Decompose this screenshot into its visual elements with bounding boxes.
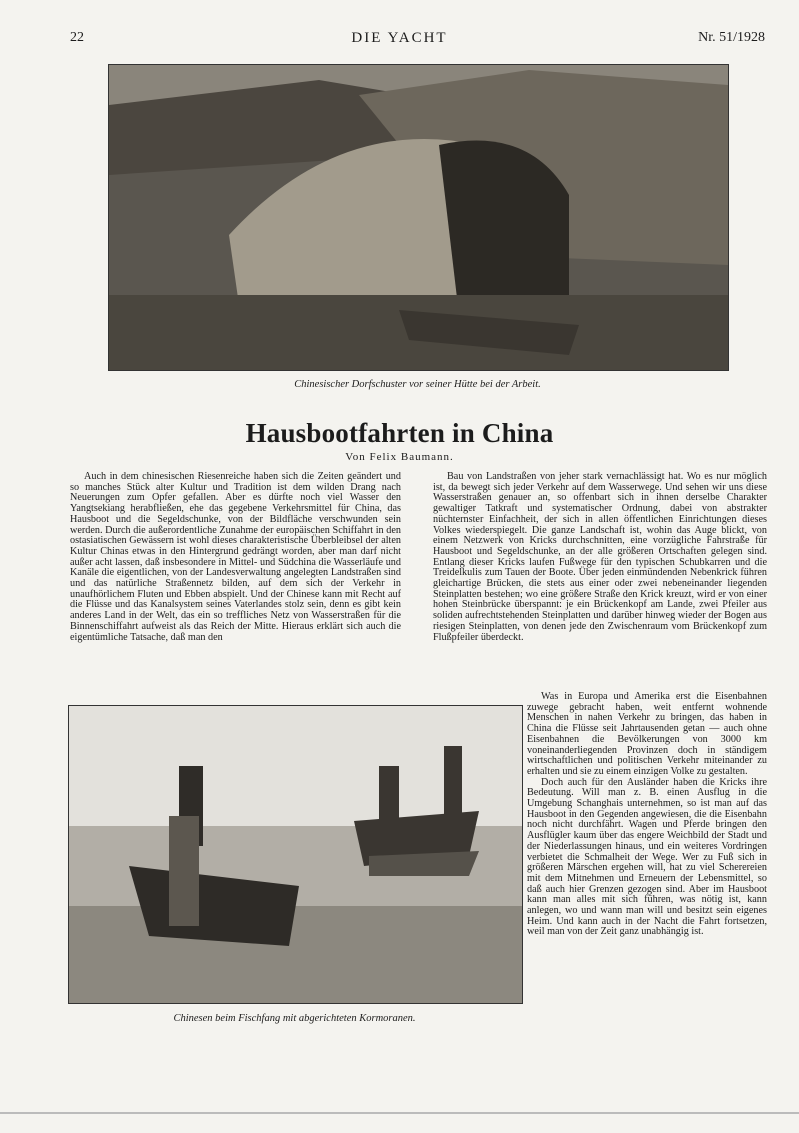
article-title: Hausbootfahrten in China bbox=[245, 418, 554, 448]
left-column-text bbox=[70, 472, 401, 643]
page-header bbox=[0, 30, 799, 50]
issue-number: Nr. 51/1928 bbox=[698, 30, 765, 45]
page-number: 22 bbox=[70, 30, 84, 45]
top-photo-caption: Chinesischer Dorfschuster vor seiner Hütte bei der Arbeit. bbox=[294, 379, 541, 390]
photo-cormorant-fishing bbox=[68, 705, 523, 1004]
right-column-upper bbox=[433, 472, 767, 643]
paragraph: Auch in dem chinesischen Riesenreiche haben sich die Zeiten geändert und so manches Stück alter Kultur und Tradition ist dem wilden Drang nach Neuerungen zum Opfer gefallen. Aber es dürfte noch viel Wasser den Yangtsekiang herabfließen, ehe das gegebene Verkehrsmittel für China, das Hausboot und die Segeldschunke, von der Bildfläche verschwunden sein werden. Durch die außerordentliche Zunahme der europäischen Schiffahrt in den ostasiatischen Gewässern ist wohl dieses charakteristische Überbleibsel der alten Kultur Chinas etwas in den Hintergrund gedrängt worden, aber man darf nicht außer acht lassen, daß insbesondere in Mittel- und Südchina die Wasserläufe und Kanäle die eigentlichen, von der Landesverwaltung angelegten Landstraßen sind und das natürliche Straßennetz bilden, auf dem sich der Verkehr in unaufhörlichem Fluten und Ebben abspielt. Und der Chinese kann mit Recht auf die Flüsse und das Kanalsystem seines Vaterlandes stolz sein, denn es gibt kein anderes Land in der Welt, das ein so treffliches Netz von Wasserstraßen für die Binnenschiffahrt aufweist als das Reich der Mitte. Hieraus erklärt sich auch die eigentümliche Tatsache, daß man den bbox=[70, 471, 401, 643]
journal-title: DIE YACHT bbox=[351, 30, 448, 46]
paragraph: Was in Europa und Amerika erst die Eisenbahnen zuwege gebracht haben, weit entfernt wohnende Menschen in nahen Verkehr zu bringen, das haben in China die Flüsse seit Jahrtausenden getan — auch ohne Eisenbahnen die Bevölkerungen von 3000 km voneinanderliegenden Provinzen doch in ständigem wirtschaftlichen und politischen Verkehr miteinander zu erhalten und sie zu einem einzigen Volke zu gestalten. bbox=[527, 691, 767, 777]
right-column-lower bbox=[527, 692, 767, 938]
bottom-photo-caption: Chinesen beim Fischfang mit abgerichteten Kormoranen. bbox=[173, 1013, 416, 1024]
photo-village-shoemaker bbox=[108, 64, 729, 371]
bottom-rule bbox=[0, 1112, 799, 1114]
paragraph: Bau von Landstraßen von jeher stark vernachlässigt hat. Wo es nur möglich ist, da bewegt sich jeder Verkehr auf dem Wasserwege. Und sehen wir uns diese Wasserstraßen genauer an, so offenbart sich in ihnen derselbe Charakter gewaltiger Tatkraft und systematischer Ordnung, dabei von abstrakter nüchternster Einfachheit, der sich in allen öffentlichen Einrichtungen dieses Volkes wiederspiegelt. Die ganze Landschaft ist, wohin das Auge blickt, von einem Netzwerk von Kricks durchschnitten, eine vorzügliche Fahrstraße für Hausboot und Segeldschunke, an der alle größeren Ortschaften gelegen sind. Entlang dieser Kricks laufen Fußwege für den typischen Schubkarren und die Treidelkulis zum Tauen der Boote. Über jeden einmündenden Nebenkrick führen gleichartige Brücken, die stets aus einer oder zwei nebeneinander liegenden Steinplatten bestehen; wo eine größere Straße den Krick kreuzt, wird er von einer hohen Steinbrücke überspannt: je ein Brückenkopf am Lande, zwei Pfeiler aus soliden aufrechtstehenden Steinplatten und darüber hinweg wieder der Bogen aus riesigen Steinplatten, von denen jede den Zwischenraum vom Brückenkopf zum Flußpfeiler überdeckt. bbox=[433, 471, 767, 643]
article-byline: Von Felix Baumann. bbox=[345, 451, 454, 463]
paragraph: Doch auch für den Ausländer haben die Kricks ihre Bedeutung. Will man z. B. einen Ausflug in die Umgebung Schanghais unternehmen, so ist man auf das Hausboot in den Gegenden angewiesen, die die Eisenbahn noch nicht durchfährt. Wagen und Pferde bringen den Ausflügler kaum über das engere Weichbild der Stadt und der Niederlassungen hinaus, und ein weiteres Vordringen verbietet die Schmalheit der Wege. Wer zu Fuß sich in größeren Märschen ergehen will, hat zu viel Scherereien mit dem Mitnehmen und Erneuern der Lebensmittel, so daß auch hier Grenzen gezogen sind. Aber im Hausboot kann man alles mit sich führen, was nötig ist, kann anlegen, wo und wann man will und besitzt sein eigenes Heim. Und kann auch in der Nacht die Fahrt fortsetzen, weil man von der Zeit ganz unabhängig ist. bbox=[527, 776, 767, 938]
